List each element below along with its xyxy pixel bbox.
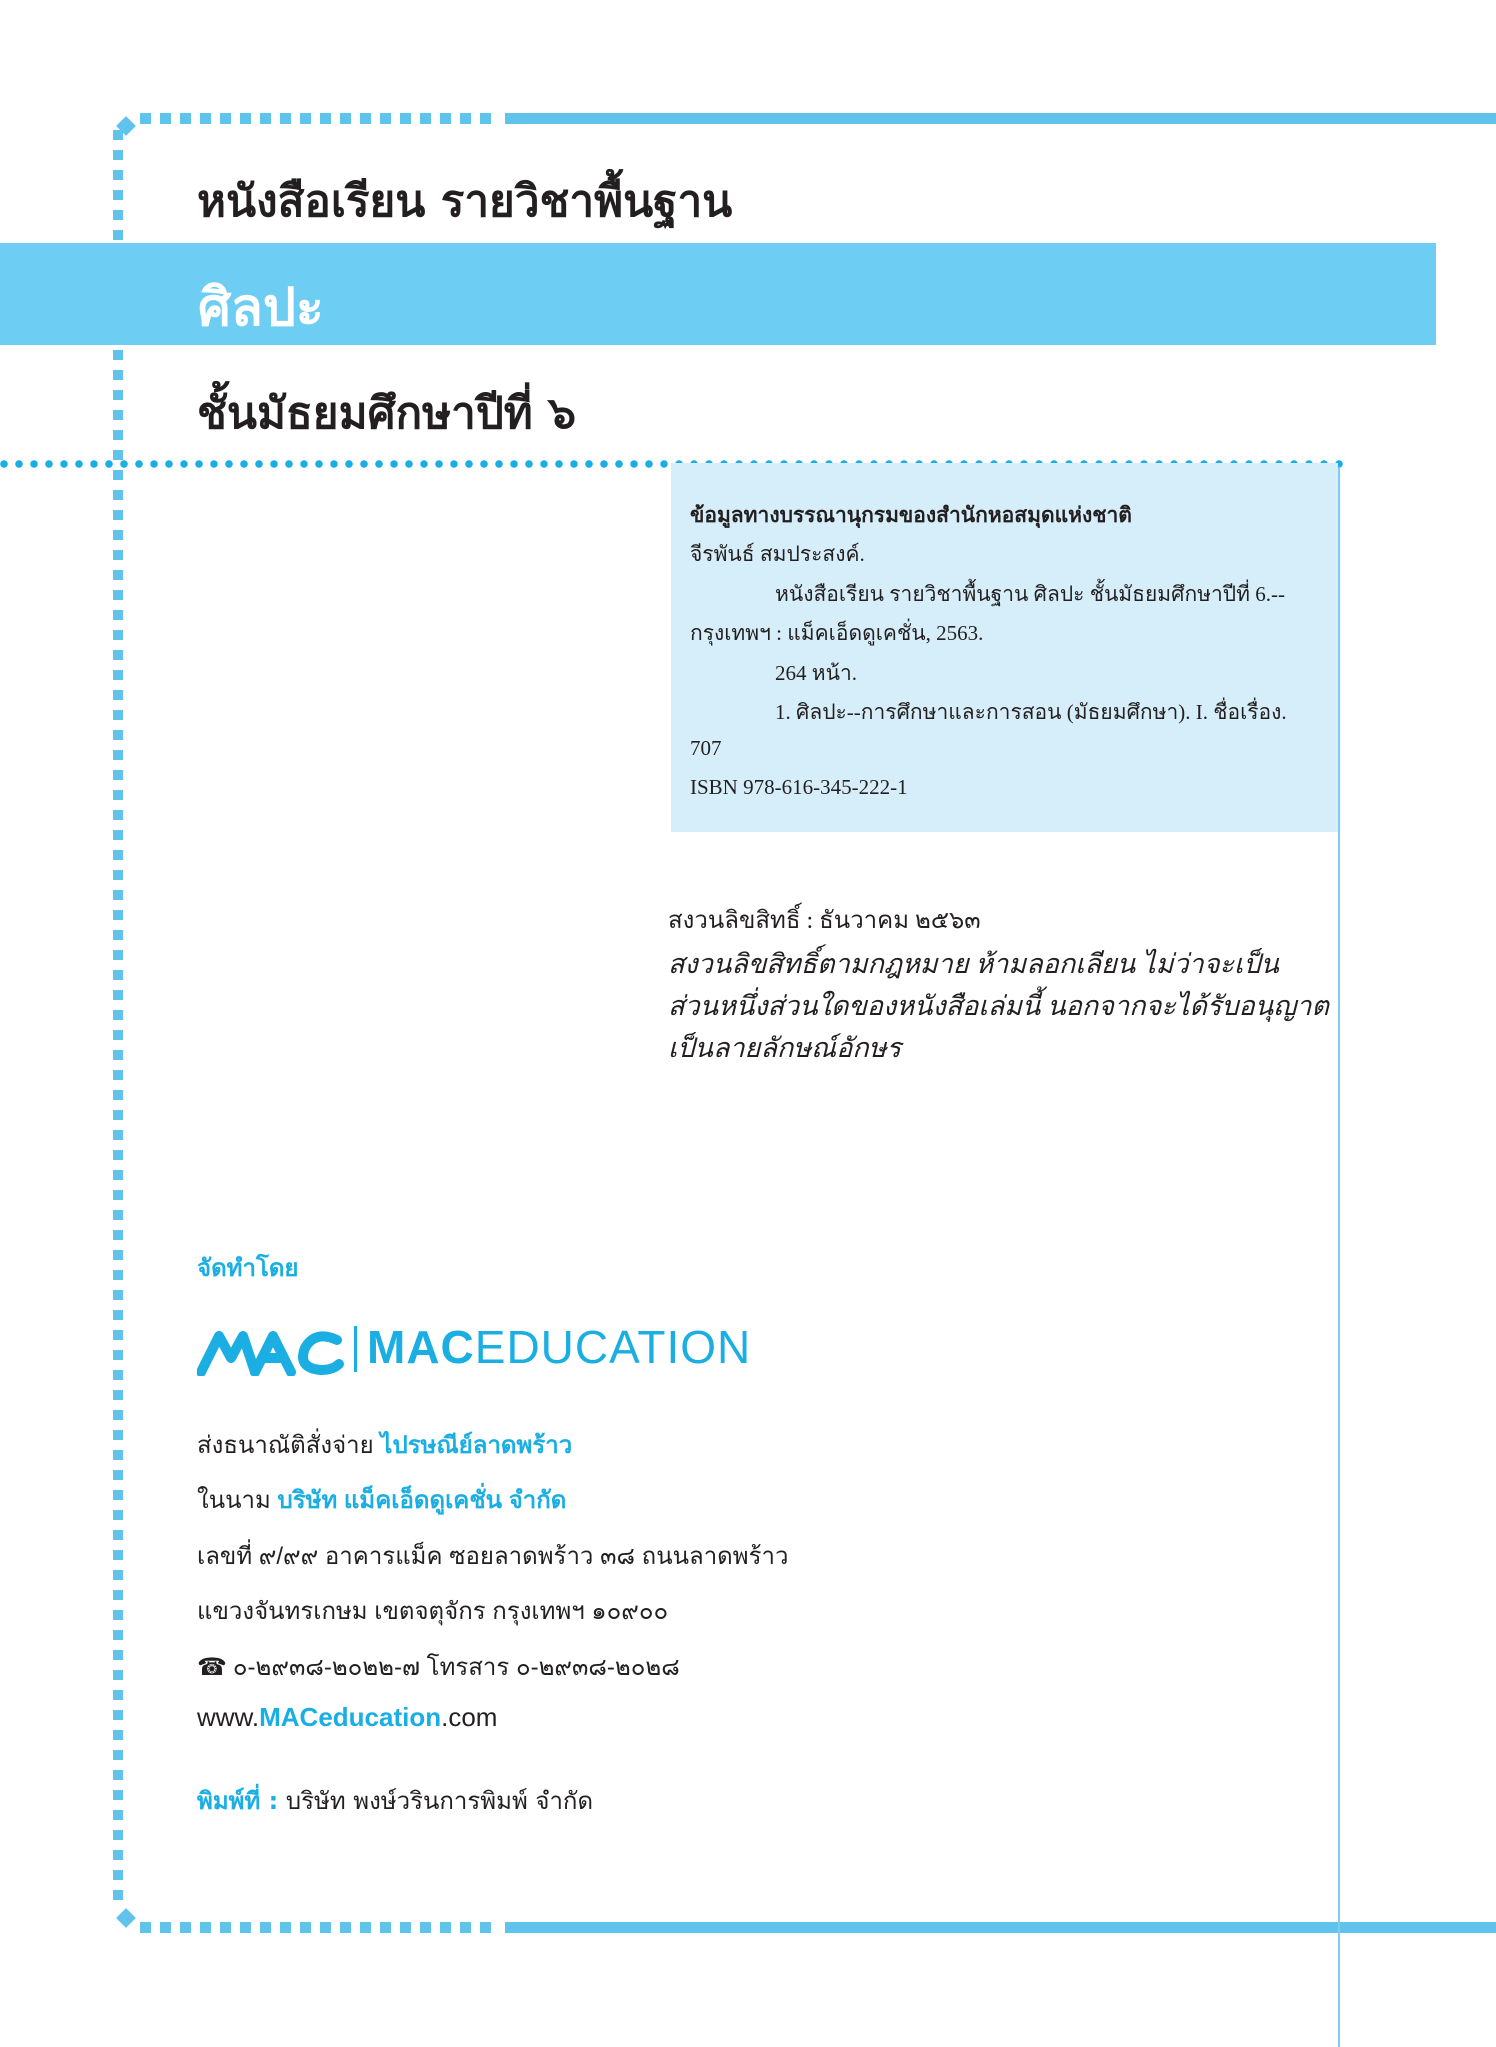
copyright-heading: สงวนลิขสิทธิ์ : ธันวาคม ๒๕๖๓ xyxy=(668,908,981,934)
website-prefix: www. xyxy=(197,1702,260,1732)
catalog-isbn: ISBN 978-616-345-222-1 xyxy=(690,775,908,799)
copyright-line-3: เป็นลายลักษณ์อักษร xyxy=(668,1033,901,1063)
copyright-line-1: สงวนลิขสิทธิ์ตามกฎหมาย ห้ามลอกเลียน ไม่ว่าจะเป็น xyxy=(668,949,1279,979)
catalog-pages: 264 หน้า. xyxy=(775,661,857,685)
mac-education-logo xyxy=(197,1320,837,1380)
website-link[interactable] xyxy=(197,1702,497,1733)
logo-wordmark-mac: MAC xyxy=(367,1321,475,1373)
logo-divider xyxy=(354,1326,357,1372)
website-brand: MACeducation xyxy=(259,1702,442,1732)
money-order-prefix: ส่งธนาณัติสั่งจ่าย xyxy=(197,1432,374,1459)
mac-logo-mark-icon xyxy=(197,1328,345,1376)
phone-line xyxy=(197,1647,680,1686)
frame-corner-bottom-left xyxy=(116,1908,136,1928)
printer-line xyxy=(197,1781,593,1820)
copyright-line-2: ส่วนหนึ่งส่วนใดของหนังสือเล่มนี้ นอกจากจะได้รับอนุญาต xyxy=(668,991,1329,1021)
catalog-subject: 1. ศิลปะ--การศึกษาและการสอน (มัธยมศึกษา). I. ชื่อเรื่อง. xyxy=(775,700,1287,724)
logo-wordmark xyxy=(367,1320,751,1374)
subject-title: ศิลปะ xyxy=(198,278,324,338)
phone-icon: ☎ xyxy=(197,1654,227,1681)
printer-name: บริษัท พงษ์วรินการพิมพ์ จำกัด xyxy=(285,1787,594,1815)
grade-title: ชั้นมัธยมศึกษาปีที่ ๖ xyxy=(197,388,577,439)
address-line-1: เลขที่ ๙/๙๙ อาคารแม็ค ซอยลาดพร้าว ๓๘ ถนนลาดพร้าว xyxy=(197,1543,789,1570)
phone-numbers: ๐-๒๙๓๘-๒๐๒๒-๗ โทรสาร ๐-๒๙๓๘-๒๐๒๘ xyxy=(232,1654,680,1681)
catalog-publisher: กรุงเทพฯ : แม็คเอ็ดดูเคชั่น, 2563. xyxy=(690,621,984,645)
frame-dashed-bottom xyxy=(140,1922,500,1933)
catalog-classification: 707 xyxy=(690,736,722,760)
logo-wordmark-education: EDUCATION xyxy=(474,1321,752,1373)
frame-line-bottom xyxy=(505,1922,1496,1933)
website-suffix: .com xyxy=(441,1702,498,1732)
company-name: บริษัท แม็คเอ็ดดูเคชั่น จำกัด xyxy=(277,1487,567,1514)
catalog-title-line: หนังสือเรียน รายวิชาพื้นฐาน ศิลปะ ชั้นมัธยมศึกษาปีที่ 6.-- xyxy=(775,582,1285,606)
subject-band xyxy=(0,243,1436,345)
money-order-post-office: ไปรษณีย์ลาดพร้าว xyxy=(380,1432,573,1459)
in-name-line xyxy=(197,1480,566,1519)
catalog-box xyxy=(671,463,1338,832)
frame-dashed-left xyxy=(113,130,123,1910)
catalog-author: จีรพันธ์ สมประสงค์. xyxy=(690,542,865,566)
frame-line-top xyxy=(505,113,1496,124)
vertical-rule xyxy=(1338,468,1340,2047)
catalog-heading: ข้อมูลทางบรรณานุกรมของสำนักหอสมุดแห่งชาติ xyxy=(690,503,1132,527)
money-order-line xyxy=(197,1425,572,1464)
frame-dashed-top xyxy=(140,113,500,124)
printer-label: พิมพ์ที่ : xyxy=(197,1787,279,1815)
produced-by-label: จัดทำโดย xyxy=(197,1254,299,1282)
address-line-2: แขวงจันทรเกษม เขตจตุจักร กรุงเทพฯ ๑๐๙๐๐ xyxy=(197,1598,669,1625)
book-type-title: หนังสือเรียน รายวิชาพื้นฐาน xyxy=(197,176,733,227)
in-name-prefix: ในนาม xyxy=(197,1487,271,1514)
